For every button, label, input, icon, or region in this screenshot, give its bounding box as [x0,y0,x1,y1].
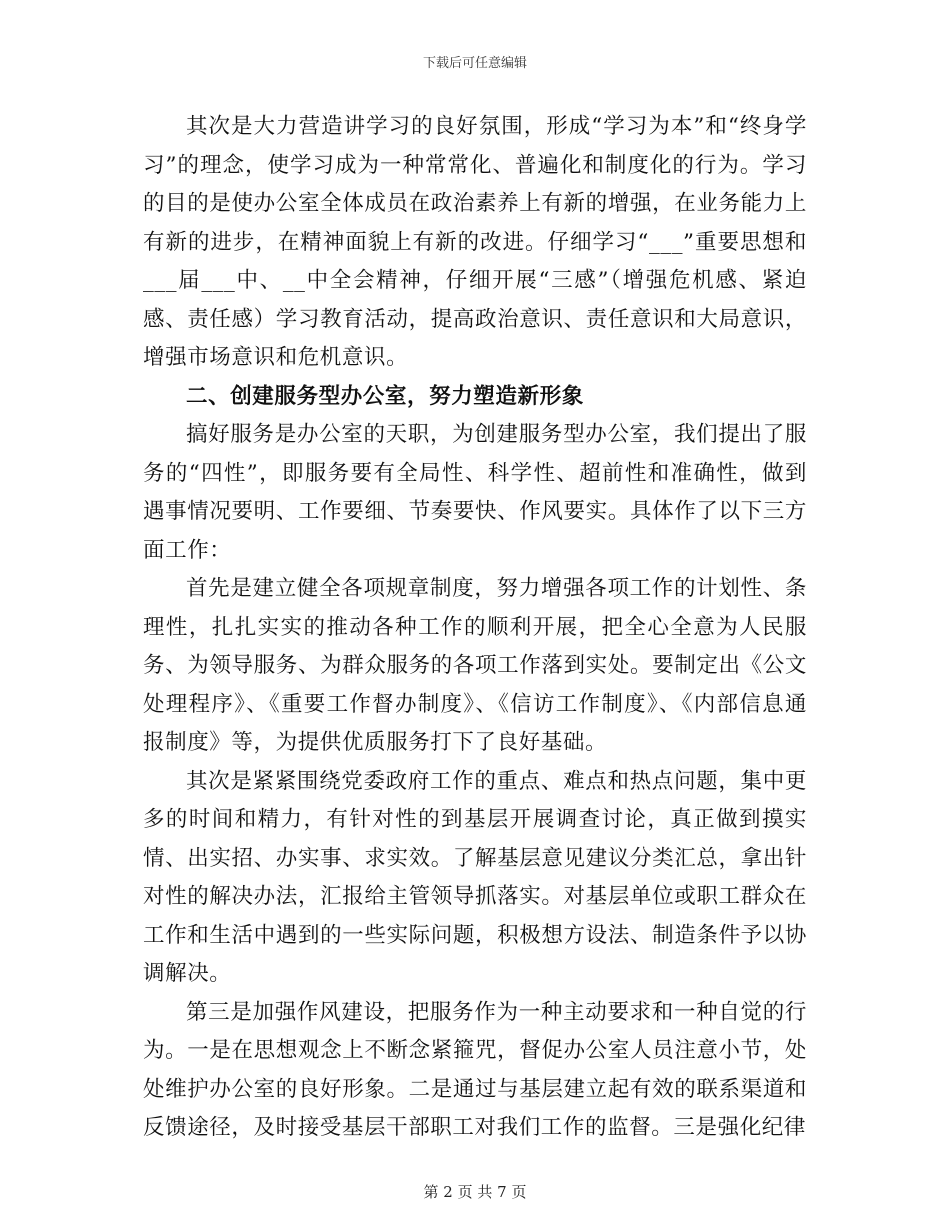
paragraph-service-duty: 搞好服务是办公室的天职，为创建服务型办公室，我们提出了服务的“四性”，即服务要有全局性、科学性、超前性和准确性，做到遇事情况要明、工作要细、节奏要快、作风要实。具体作了以下三方面工作： [143,422,807,563]
paragraph-key-issues: 其次是紧紧围绕党委政府工作的重点、难点和热点问题，集中更多的时间和精力，有针对性的到基层开展调查讨论，真正做到摸实情、出实招、办实事、求实效。了解基层意见建议分类汇总，拿出针对性的解决办法，汇报给主管领导抓落实。对基层单位或职工群众在工作和生活中遇到的一些实际问题，积极想方设法、制造条件予以协调解决。 [143,768,807,986]
paragraph-work-style: 第三是加强作风建设，把服务作为一种主动要求和一种自觉的行为。一是在思想观念上不断念紧箍咒，督促办公室人员注意小节，处处维护办公室的良好形象。二是通过与基层建立起有效的联系渠道和反馈途径，及时接受基层干部职工对我们工作的监督。三是强化纪律 [143,999,807,1140]
paragraph-rules-system: 首先是建立健全各项规章制度，努力增强各项工作的计划性、条理性，扎扎实实的推动各种工作的顺利开展，把全心全意为人民服务、为领导服务、为群众服务的各项工作落到实处。要制定出《公文处理程序》、《重要工作督办制度》、《信访工作制度》、《内部信息通报制度》等，为提供优质服务打下了良好基础。 [143,576,807,755]
document-body [143,108,807,1148]
page-footer-page-number: 第 2 页 共 7 页 [423,1183,527,1201]
section-heading-service-office: 二、创建服务型办公室，努力塑造新形象 [186,383,584,409]
paragraph-study-atmosphere: 其次是大力营造讲学习的良好氛围，形成“学习为本”和“终身学习”的理念，使学习成为一种常常化、普遍化和制度化的行为。学习的目的是使办公室全体成员在政治素养上有新的增强，在业务能力上有新的进步，在精神面貌上有新的改进。仔细学习“___”重要思想和___届___中、__中全会精神，仔细开展“三感”（增强危机感、紧迫感、责任感）学习教育活动，提高政治意识、责任意识和大局意识，增强市场意识和危机意识。 [143,114,807,370]
page-header: 下载后可任意编辑 [422,56,527,71]
